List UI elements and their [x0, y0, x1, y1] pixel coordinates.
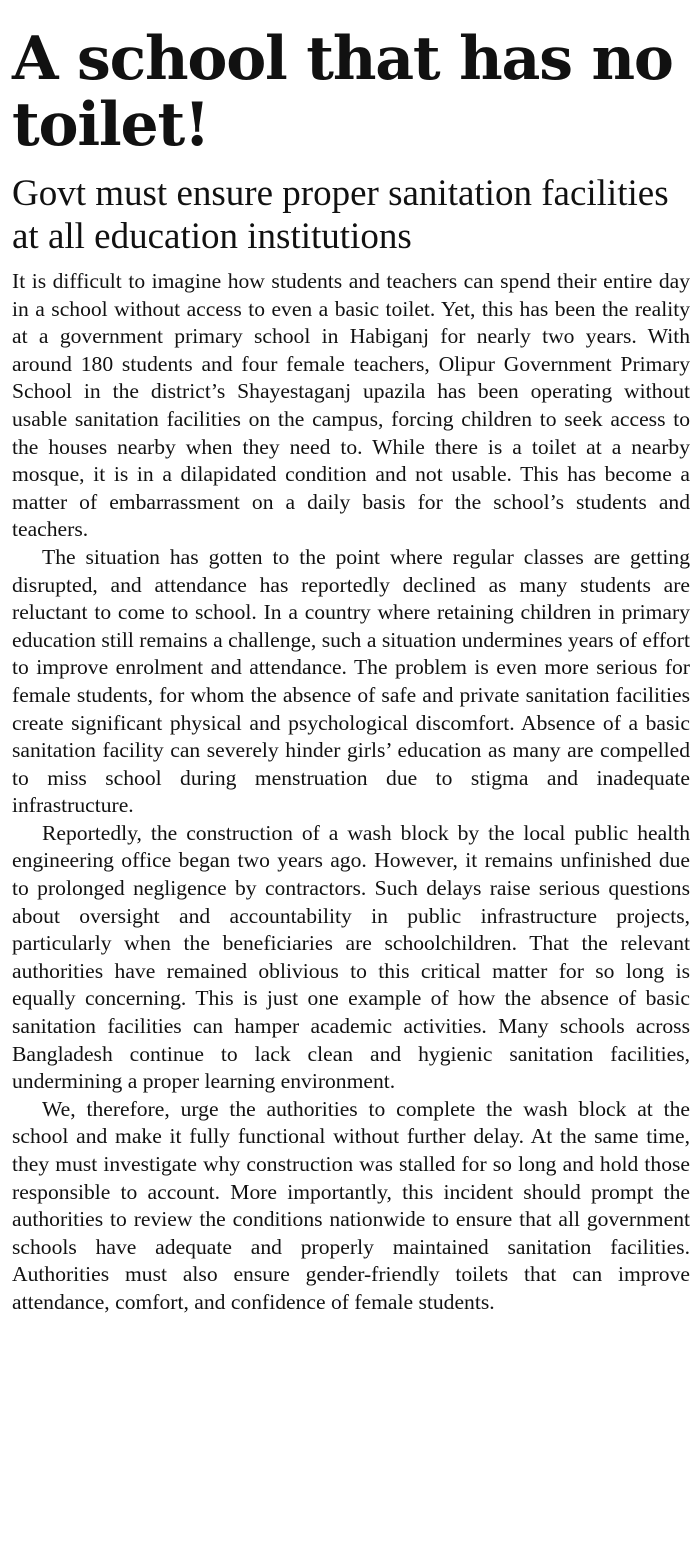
headline: A school that has no toilet!: [12, 24, 673, 160]
paragraph-1: It is difficult to imagine how students and teachers can spend their entire day in a school without access to even a basic toilet. Yet, this has been the reality at a government primary school in Habiganj for nearly two years. With around 180 students and four female teachers, Olipur Government Primary School in the district’s Shayestaganj upazila has been operating without usable sanitation facilities on the campus, forcing children to seek access to the houses nearby when they need to. While there is a toilet at a nearby mosque, it is in a dilapidated condition and not usable. This has become a matter of embarrassment on a daily basis for the school’s students and teachers.: [12, 269, 690, 542]
subheadline: Govt must ensure proper sanitation facilities at all education institutions: [12, 173, 669, 257]
paragraph-3: Reportedly, the construction of a wash block by the local public health engineering office began two years ago. However, it remains unfinished due to prolonged negligence by contractors. Such delays raise serious questions about oversight and accountability in public infrastructure projects, particularly when the beneficiaries are schoolchildren. That the relevant authorities have remained oblivious to this critical matter for so long is equally concerning. This is just one example of how the absence of basic sanitation facilities can hamper academic activities. Many schools across Bangladesh continue to lack clean and hygienic sanitation facilities, undermining a proper learning environment.: [12, 820, 690, 1094]
paragraph-4: We, therefore, urge the authorities to complete the wash block at the school and make it fully functional without further delay. At the same time, they must investigate why construction was stalled for so long and hold those responsible to account. More importantly, this incident should prompt the authorities to review the conditions nationwide to ensure that all government schools have adequate and properly maintained sanitation facilities. Authorities must also ensure gender-friendly toilets that can improve attendance, comfort, and confidence of female students.: [12, 1096, 690, 1314]
article-body: [12, 268, 690, 1317]
paragraph-2: The situation has gotten to the point where regular classes are getting disrupted, and attendance has reportedly declined as many students are reluctant to come to school. In a country where retaining children in primary education still remains a challenge, such a situation undermines years of effort to improve enrolment and attendance. The problem is even more serious for female students, for whom the absence of safe and private sanitation facilities create significant physical and psychological discomfort. Absence of a basic sanitation facility can severely hinder girls’ education as many are compelled to miss school during menstruation due to stigma and inadequate infrastructure.: [12, 544, 690, 818]
